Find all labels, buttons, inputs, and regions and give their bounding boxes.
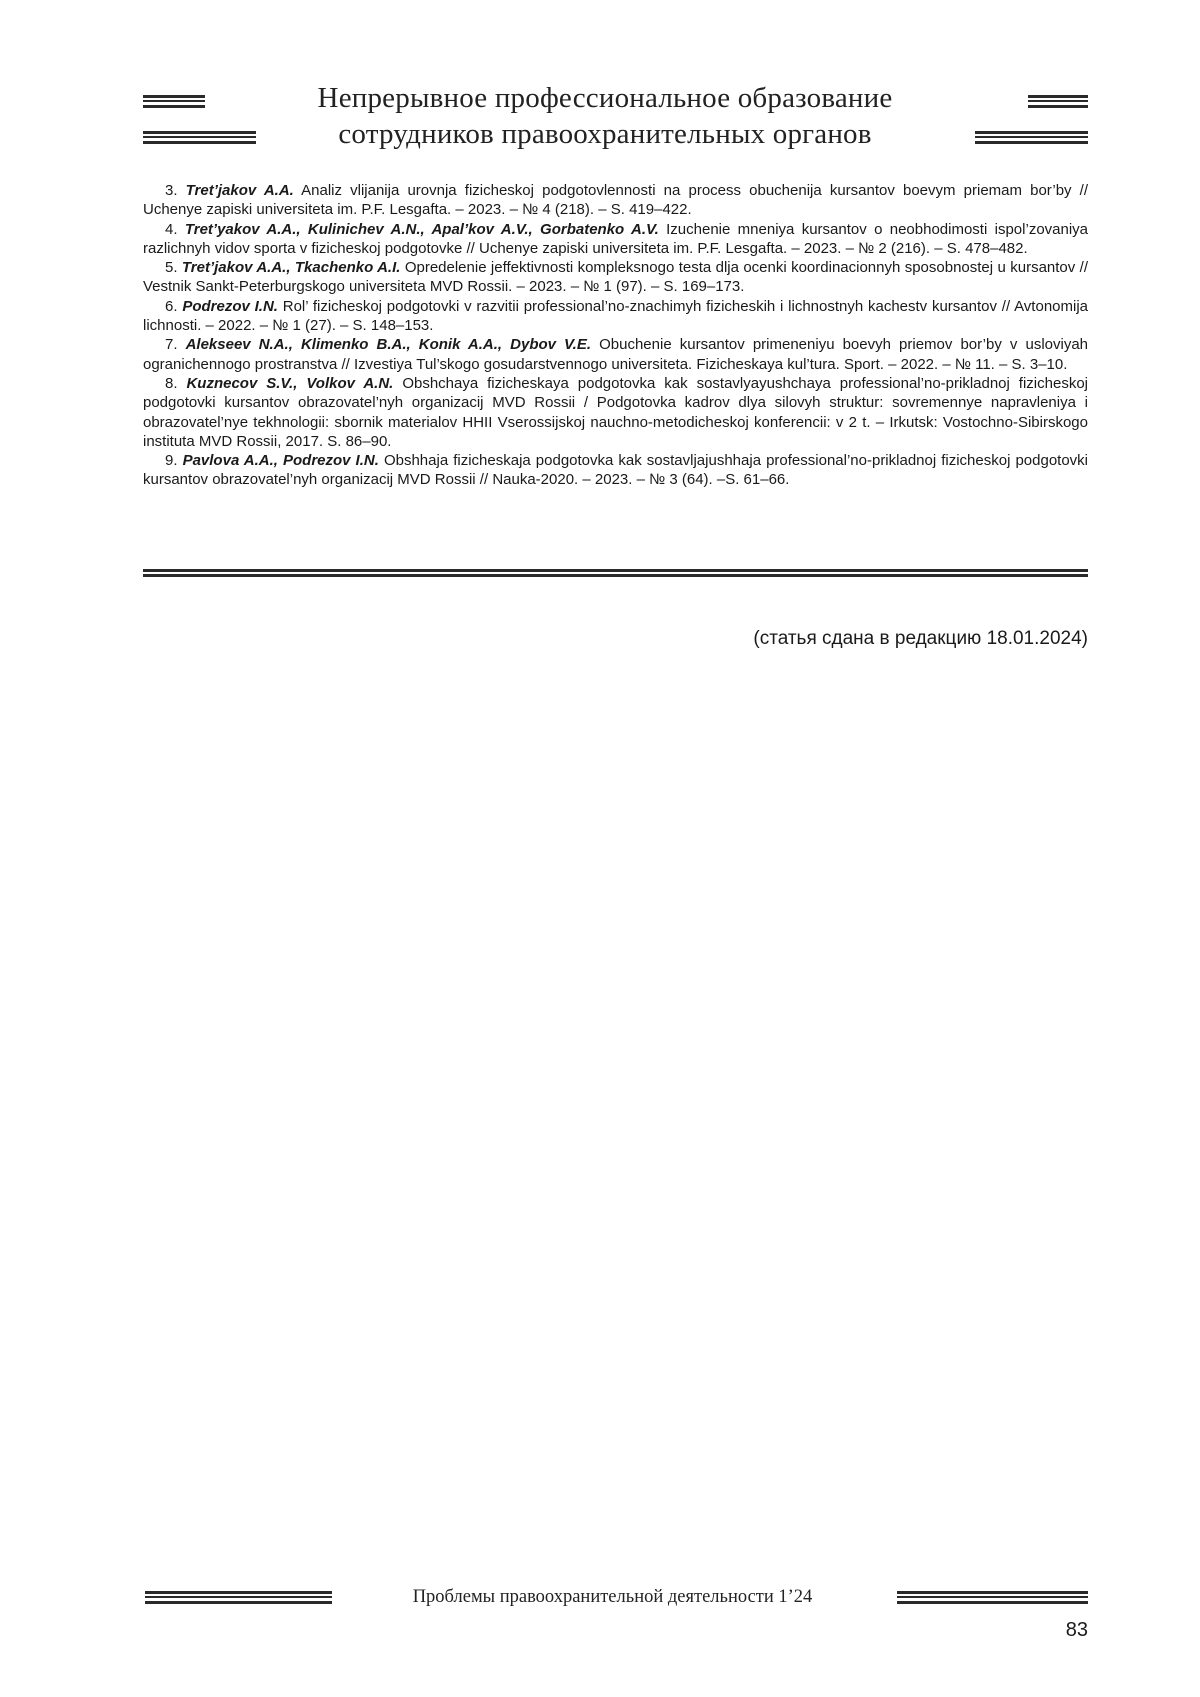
reference-item: [143, 297, 1088, 336]
footer-left-rule: [145, 1591, 332, 1604]
section-title: [265, 80, 945, 152]
reference-authors: Tret’yakov A.A., Kulinichev A.N., Apal’kov A.V., Gorbatenko A.V.: [184, 220, 659, 238]
reference-number: 6.: [165, 297, 178, 315]
section-title-line-1: Непрерывное профессиональное образование: [317, 82, 893, 114]
reference-number: 7.: [165, 336, 178, 354]
reference-item: [143, 335, 1088, 374]
reference-item: [143, 258, 1088, 297]
reference-authors: Alekseev N.A., Klimenko B.A., Konik A.A., Dybov V.E.: [185, 336, 592, 354]
header-left-top-rule: [143, 95, 205, 108]
reference-number: 3.: [165, 182, 178, 199]
reference-number: 5.: [165, 259, 178, 277]
reference-authors: Tret’jakov A.A.: [185, 182, 294, 199]
reference-text: Obshchaya fizicheskaya podgotovka kak sostavlyayushchaya professional’no-prikladnoj fizicheskoj podgotovki kursantov obrazovatel’nyh organizacij MVD Rossii / Podgotovka kadrov dlya silovyh struktur: sovremennye napravleniya i obrazovatel’nye tekhnologii: sbornik materialov HHII Vserossijskoj nauchno-metodicheskoj konferencii: v 2 t. – Irkutsk: Vostochno-Sibirskogo instituta MVD Rossii, 2017. S. 86–90.: [143, 374, 1088, 450]
header-right-top-rule: [1028, 95, 1088, 108]
reference-authors: Podrezov I.N.: [182, 297, 278, 315]
reference-number: 4.: [165, 220, 178, 238]
reference-item: [143, 374, 1088, 451]
submission-date-note: (статья сдана в редакцию 18.01.2024): [753, 628, 1088, 649]
reference-item: [143, 220, 1088, 259]
running-header: [0, 80, 1200, 152]
section-title-line-2: сотрудников правоохранительных органов: [338, 118, 872, 150]
section-divider: [143, 569, 1088, 577]
reference-number: 9.: [165, 452, 178, 470]
reference-authors: Tret’jakov A.A., Tkachenko A.I.: [181, 259, 401, 277]
reference-number: 8.: [165, 374, 178, 392]
reference-text: Opredelenie jeffektivnosti kompleksnogo testa dlja ocenki koordinacionnyh sposobnostej u kursantov // Vestnik Sankt-Peterburgskogo universiteta MVD Rossii. – 2023. – № 1 (97). – S. 169–173.: [143, 259, 1088, 296]
reference-authors: Pavlova A.A., Podrezov I.N.: [182, 452, 379, 470]
reference-authors: Kuznecov S.V., Volkov A.N.: [186, 374, 394, 392]
reference-item: [143, 451, 1088, 490]
page-number: 83: [1065, 1619, 1088, 1641]
footer-right-rule: [897, 1591, 1088, 1604]
reference-text: Analiz vlijanija urovnja fizicheskoj podgotovlennosti na process obuchenija kursantov boevym priemam bor’by // Uchenye zapiski universiteta im. P.F. Lesgafta. – 2023. – № 4 (218). – S. 419–422.: [143, 182, 1089, 219]
reference-list: [143, 181, 1088, 490]
journal-title: Проблемы правоохранительной деятельности 1’24: [412, 1587, 813, 1607]
reference-text: Rol’ fizicheskoj podgotovki v razvitii professional’no-znachimyh fizicheskih i lichnostnyh kachestv kursantov // Avtonomija lichnosti. – 2022. – № 1 (27). – S. 148–153.: [143, 297, 1089, 335]
reference-text: Obshhaja fizicheskaja podgotovka kak sostavljajushhaja professional’no-prikladnoj fizicheskoj podgotovki kursantov obrazovatel’nyh organizacij MVD Rossii // Nauka-2020. – 2023. – № 3 (64). –S. 61–66.: [143, 452, 1089, 489]
header-right-bottom-rule: [975, 131, 1088, 144]
reference-item: [143, 181, 1088, 220]
reference-text: Izuchenie mneniya kursantov o neobhodimosti ispol’zovaniya razlichnyh vidov sporta v fizicheskoj podgotovke // Uchenye zapiski universiteta im. P.F. Lesgafta. – 2023. – № 2 (216). – S. 478–482.: [143, 220, 1089, 257]
header-left-bottom-rule: [143, 131, 256, 144]
reference-text: Obuchenie kursantov primeneniyu boevyh priemov bor’by v usloviyah ogranichennogo prostranstva // Izvestiya Tul’skogo gosudarstvennogo universiteta. Fizicheskaya kul’tura. Sport. – 2022. – № 11. – S. 3–10.: [143, 336, 1089, 373]
